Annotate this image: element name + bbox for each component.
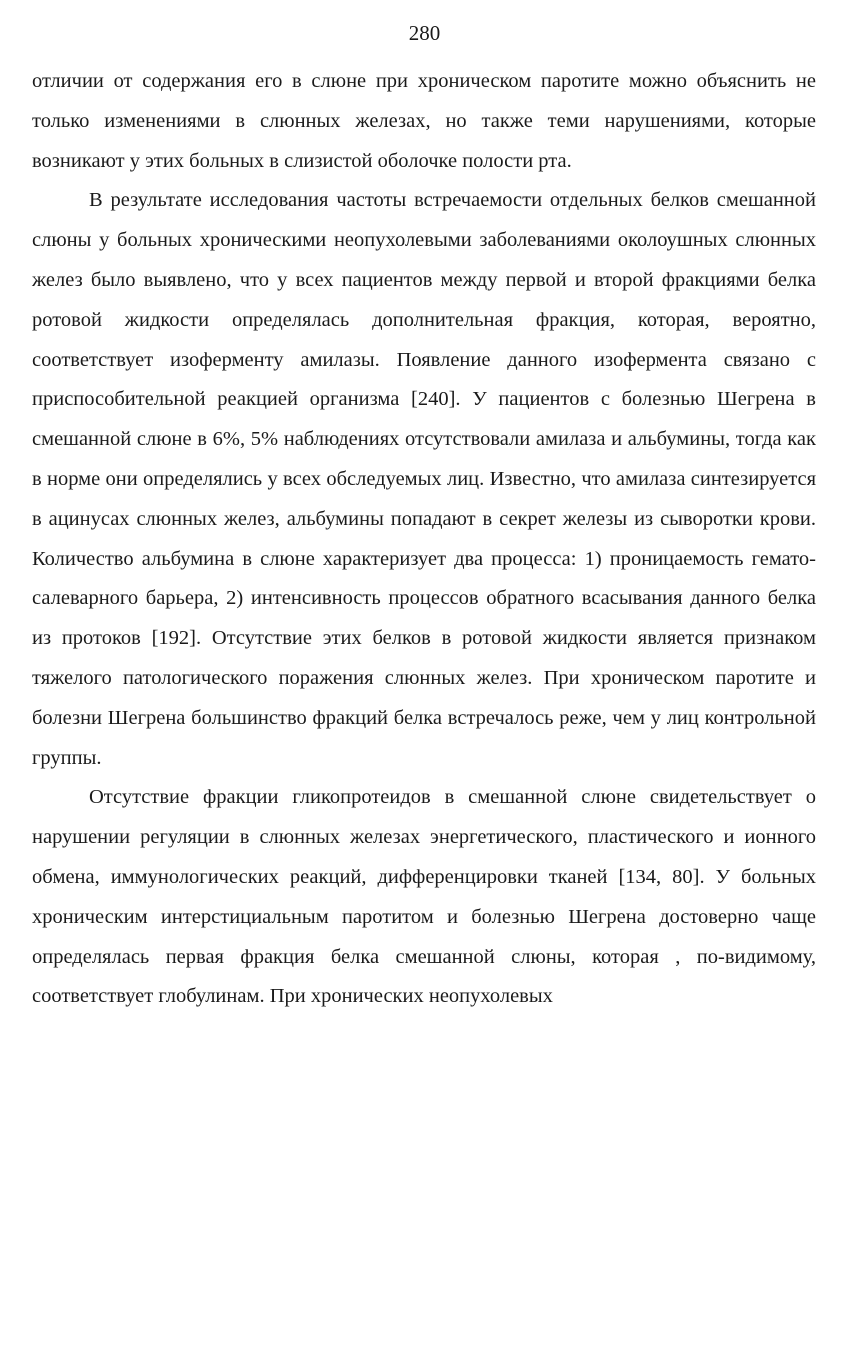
- page-number: 280: [408, 21, 441, 45]
- body-text: [32, 62, 816, 1017]
- paragraph-3: Отсутствие фракции гликопротеидов в смешанной слюне свидетельствует о нарушении регуляции в слюнных железах энергетического, пластического и ионного обмена, иммунологических реакций, дифференцировки тканей [134, 80]. У больных хроническим интерстициальным паротитом и болезнью Шегрена достоверно чаще определялась первая фракция белка смешанной слюны, которая , по-видимому, соответствует глобулинам. При хронических неопухолевых: [32, 786, 816, 1008]
- paragraph-2: В результате исследования частоты встречаемости отдельных белков смешанной слюны у больных хроническими неопухолевыми заболеваниями околоушных слюнных желез было выявлено, что у всех пациентов между первой и второй фракциями белка ротовой жидкости определялась дополнительная фракция, которая, вероятно, соответствует изоферменту амилазы. Появление данного изофермента связано с приспособительной реакцией организма [240]. У пациентов с болезнью Шегрена в смешанной слюне в 6%, 5% наблюдениях отсутствовали амилаза и альбумины, тогда как в норме они определялись у всех обследуемых лиц. Известно, что амилаза синтезируется в ацинусах слюнных желез, альбумины попадают в секрет железы из сыворотки крови. Количество альбумина в слюне характеризует два процесса: 1) проницаемость гемато-салеварного барьера, 2) интенсивность процессов обратного всасывания данного белка из протоков [192]. Отсутствие этих белков в ротовой жидкости является признаком тяжелого патологического поражения слюнных желез. При хроническом паротите и болезни Шегрена большинство фракций белка встречалось реже, чем у лиц контрольной группы.: [32, 189, 816, 769]
- paragraph-1: отличии от содержания его в слюне при хроническом паротите можно объяснить не только изменениями в слюнных железах, но также теми нарушениями, которые возникают у этих больных в слизистой оболочке полости рта.: [32, 70, 816, 172]
